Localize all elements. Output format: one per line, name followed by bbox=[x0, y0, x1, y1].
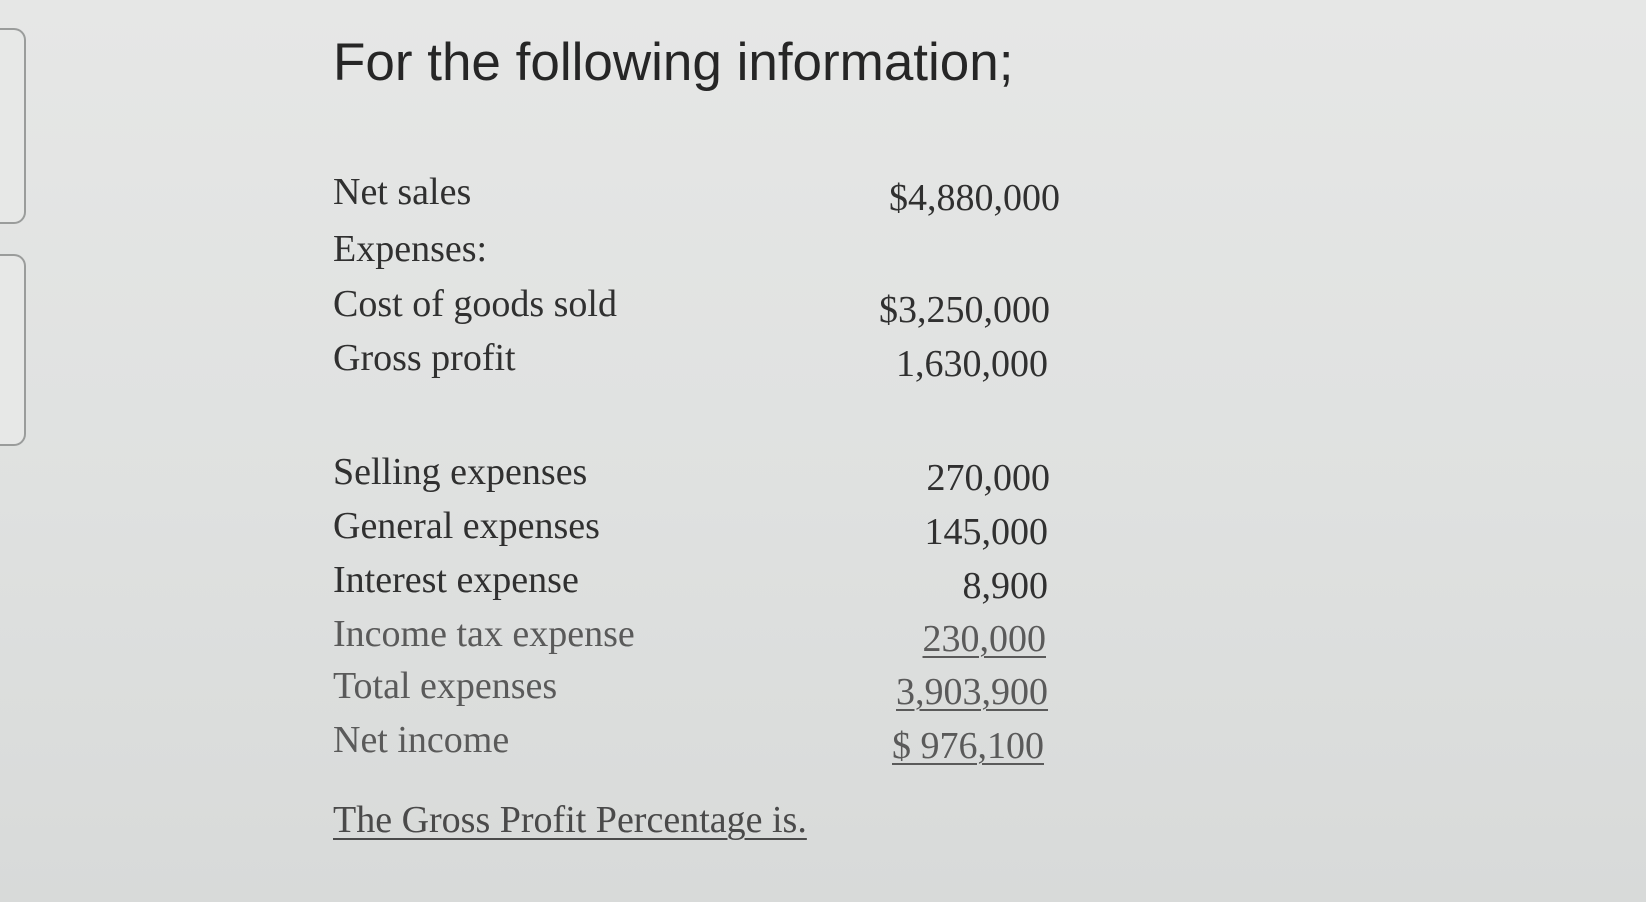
net-sales-label: Net sales bbox=[333, 171, 472, 213]
net-income-amount: $ 976,100 bbox=[892, 725, 1044, 767]
net-sales-amount: $4,880,000 bbox=[889, 177, 1060, 219]
side-tab-top[interactable] bbox=[0, 28, 26, 224]
question-text: The Gross Profit Percentage is. bbox=[333, 799, 807, 841]
page-title: For the following information; bbox=[333, 33, 1014, 92]
side-tab-bottom[interactable] bbox=[0, 254, 26, 446]
interest-expense-amount: 8,900 bbox=[962, 565, 1048, 607]
total-expenses-label: Total expenses bbox=[333, 665, 558, 707]
cogs-amount: $3,250,000 bbox=[879, 289, 1050, 331]
income-tax-label: Income tax expense bbox=[333, 613, 635, 655]
cogs-label: Cost of goods sold bbox=[333, 283, 617, 325]
income-tax-amount: 230,000 bbox=[922, 618, 1046, 660]
expenses-header: Expenses: bbox=[333, 228, 488, 270]
general-expenses-label: General expenses bbox=[333, 505, 600, 547]
gross-profit-label: Gross profit bbox=[333, 337, 516, 379]
interest-expense-label: Interest expense bbox=[333, 559, 579, 601]
net-income-label: Net income bbox=[333, 719, 510, 761]
gross-profit-amount: 1,630,000 bbox=[896, 343, 1048, 385]
selling-expenses-amount: 270,000 bbox=[926, 457, 1050, 499]
general-expenses-amount: 145,000 bbox=[924, 511, 1048, 553]
selling-expenses-label: Selling expenses bbox=[333, 451, 588, 493]
total-expenses-amount: 3,903,900 bbox=[896, 671, 1048, 713]
